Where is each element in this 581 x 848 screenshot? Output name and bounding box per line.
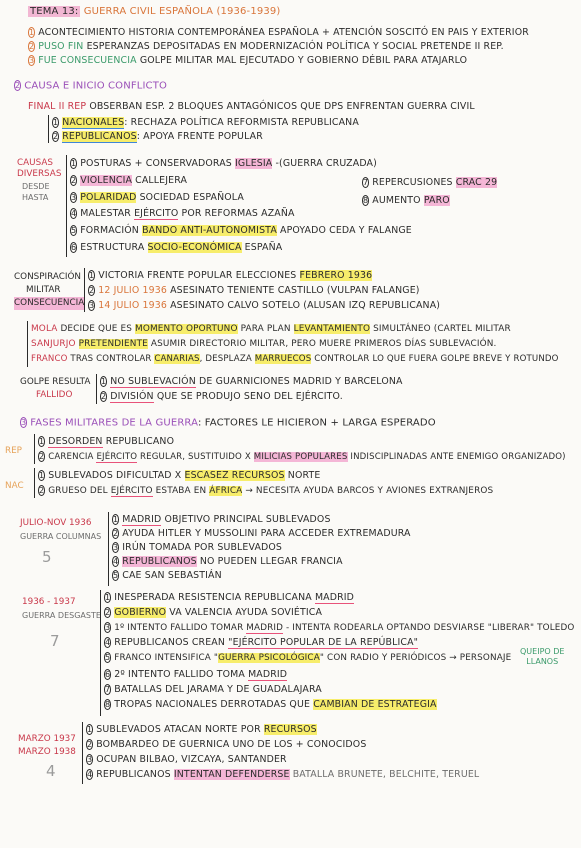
causas-sublabel: DESDE HASTA (22, 182, 50, 202)
final-rep-line: FINAL II REP OBSERBAN ESP. 2 BLOQUES ANTAGÓNICOS QUE DPS ENFRENTAN GUERRA CIVIL (28, 101, 475, 112)
rep-label: REP (5, 446, 22, 456)
golpe-label: GOLPE RESULTA FALLIDO (20, 377, 91, 400)
number-icon: 5 (113, 571, 119, 580)
number-icon: 2 (105, 608, 111, 617)
brace (82, 722, 83, 784)
number-icon: 3 (21, 418, 27, 427)
brace (100, 590, 101, 716)
number-icon: 3 (29, 56, 35, 65)
number-icon: 1 (87, 725, 93, 734)
causa-6: 6 ESTRUCTURA SOCIO-ECONÓMICA ESPAÑA (71, 242, 283, 253)
fase-2-count: 7 (50, 632, 60, 650)
number-icon: 8 (363, 196, 369, 205)
number-icon: 1 (101, 377, 107, 386)
number-icon: 1 (39, 437, 45, 446)
number-icon: 3 (89, 301, 95, 310)
fase-1-item-1: 1 MADRID OBJETIVO PRINCIPAL SUBLEVADOS (113, 514, 331, 525)
fase-1-item-3: 3 IRÚN TOMADA POR SUBLEVADOS (113, 542, 283, 553)
fase-2-item-5: 5 FRANCO INTENSIFICA "GUERRA PSICOLÓGICA" CON RADIO Y PERIÓDICOS → PERSONAJE (105, 653, 512, 663)
number-icon: 1 (39, 471, 45, 480)
number-icon: 2 (101, 392, 107, 401)
number-icon: 3 (87, 755, 93, 764)
brace (66, 155, 67, 257)
fase-1-label: JULIO-NOV 1936 GUERRA COLUMNAS (20, 518, 102, 541)
nac-1: 1 SUBLEVADOS DIFICULTAD X ESCASEZ RECURSOS NORTE (39, 470, 321, 481)
causa-3: 3 POLARIDAD SOCIEDAD ESPAÑOLA (71, 192, 244, 203)
number-icon: 1 (89, 271, 95, 280)
fase-1-count: 5 (42, 548, 52, 566)
number-icon: 2 (39, 486, 45, 495)
number-icon: 7 (105, 685, 111, 694)
conspiracion-label: CONSPIRACIÓN MILITAR CONSECUENCIA (14, 272, 85, 308)
tema-label: TEMA 13: (30, 6, 79, 17)
brace (27, 321, 28, 367)
number-icon: 2 (89, 286, 95, 295)
causa-7: 7 REPERCUSIONES CRAC 29 (363, 177, 498, 188)
number-icon: 2 (39, 452, 45, 461)
rep-2: 2 CARENCIA EJÉRCITO REGULAR, SUSTITUIDO X MILICIAS POPULARES INDISCIPLINADAS ANTE ENEMIGO ORGANIZADO) (39, 452, 566, 462)
number-icon: 2 (53, 132, 59, 141)
number-icon: 3 (113, 543, 119, 552)
number-icon: 5 (105, 653, 111, 662)
fase-3-item-2: 2 BOMBARDEO DE GUERNICA UNO DE LOS + CONOCIDOS (87, 739, 367, 750)
number-icon: 4 (105, 638, 111, 647)
causas-label: CAUSAS DIVERSAS (17, 158, 62, 179)
number-icon: 2 (87, 740, 93, 749)
fase-3-item-1: 1 SUBLEVADOS ATACAN NORTE POR RECURSOS (87, 724, 317, 735)
causa-2: 2 VIOLENCIA CALLEJERA (71, 175, 188, 186)
number-icon: 1 (53, 118, 59, 127)
brace (34, 434, 35, 464)
conspiracion-1: 1 VICTORIA FRENTE POPULAR ELECCIONES FEBRERO 1936 (89, 270, 373, 281)
intro-point-2: 2 PUSO FIN ESPERANZAS DEPOSITADAS EN MODERNIZACIÓN POLÍTICA Y SOCIAL PRETENDE II REP. (29, 41, 504, 52)
golpe-2: 2 DIVISIÓN QUE SE PRODUJO SENO DEL EJÉRCITO. (101, 391, 343, 402)
number-icon: 3 (105, 623, 111, 632)
brace (96, 374, 97, 404)
bloque-1: 1 NACIONALES: RECHAZA POLÍTICA REFORMISTA REPUBLICANA (53, 117, 359, 128)
page-title: GUERRA CIVIL ESPAÑOLA (1936-1939) (83, 6, 281, 17)
fase-3-count: 4 (46, 762, 56, 780)
number-icon: 4 (71, 209, 77, 218)
mola-line: MOLA DECIDE QUE ES MOMENTO OPORTUNO PARA PLAN LEVANTAMIENTO SIMULTÁNEO (CARTEL MILITAR (31, 324, 511, 334)
tema-title-line (28, 6, 280, 18)
fase-2-item-2: 2 GOBIERNO VA VALENCIA AYUDA SOVIÉTICA (105, 607, 323, 618)
number-icon: 7 (363, 178, 369, 187)
number-icon: 1 (71, 159, 77, 168)
golpe-1: 1 NO SUBLEVACIÓN DE GUARNICIONES MADRID Y BARCELONA (101, 376, 403, 387)
queipo-note: QUEIPO DE LLANOS (520, 647, 565, 666)
brace (34, 468, 35, 498)
section-2-heading: 2 CAUSA E INICIO CONFLICTO (15, 80, 167, 92)
fase-2-item-3: 3 1º INTENTO FALLIDO TOMAR MADRID - INTENTA RODEARLA OPTANDO DESVIARSE "LIBERAR" TOLEDO (105, 623, 575, 633)
franco-line: FRANCO TRAS CONTROLAR CANARIAS, DESPLAZA MARRUECOS CONTROLAR LO QUE FUERA GOLPE BREVE Y ROTUNDO (31, 354, 559, 364)
causa-8: 8 AUMENTO PARO (363, 195, 450, 206)
brace (84, 268, 85, 312)
brace (48, 115, 49, 143)
number-icon: 2 (15, 81, 21, 90)
fase-1-item-5: 5 CAE SAN SEBASTIÁN (113, 570, 222, 581)
number-icon: 2 (71, 176, 77, 185)
number-icon: 1 (113, 515, 119, 524)
nac-2: 2 GRUESO DEL EJÉRCITO ESTABA EN ÁFRICA → NECESITA AYUDA BARCOS Y AVIONES EXTRANJEROS (39, 486, 494, 496)
conspiracion-2: 2 12 JULIO 1936 ASESINATO TENIENTE CASTILLO (VULPAN FALANGE) (89, 285, 420, 296)
number-icon: 2 (29, 42, 35, 51)
fase-2-item-8: 8 TROPAS NACIONALES DERROTADAS QUE CAMBIAN DE ESTRATEGIA (105, 699, 437, 710)
sanjurjo-line: SANJURJO PRETENDIENTE ASUMIR DIRECTORIO MILITAR, PERO MUERE PRIMEROS DÍAS SUBLEVACIÓN. (31, 339, 497, 349)
fase-3-item-3: 3 OCUPAN BILBAO, VIZCAYA, SANTANDER (87, 754, 287, 765)
fase-2-label: 1936 - 1937 GUERRA DESGASTE (22, 597, 101, 620)
nac-label: NAC (5, 481, 24, 491)
brace (108, 512, 109, 586)
fase-2-item-7: 7 BATALLAS DEL JARAMA Y DE GUADALAJARA (105, 684, 322, 695)
number-icon: 2 (113, 529, 119, 538)
causa-5: 5 FORMACIÓN BANDO ANTI-AUTONOMISTA APOYADO CEDA Y FALANGE (71, 225, 412, 236)
number-icon: 6 (71, 243, 77, 252)
fase-3-label: MARZO 1937 MARZO 1938 (18, 734, 76, 757)
fase-1-item-4: 4 REPUBLICANOS NO PUEDEN LLEGAR FRANCIA (113, 556, 343, 567)
number-icon: 4 (87, 770, 93, 779)
fase-2-item-6: 6 2º INTENTO FALLIDO TOMA MADRID (105, 669, 288, 680)
bloque-2: 2 REPUBLICANOS: APOYA FRENTE POPULAR (53, 131, 263, 142)
section-3-heading: 3 FASES MILITARES DE LA GUERRA: FACTORES LE HICIERON + LARGA ESPERADO (21, 417, 436, 429)
intro-point-3: 3 FUE CONSECUENCIA GOLPE MILITAR MAL EJECUTADO Y GOBIERNO DÉBIL PARA ATAJARLO (29, 55, 468, 66)
number-icon: 8 (105, 700, 111, 709)
number-icon: 1 (29, 28, 35, 37)
fase-2-item-4: 4 REPUBLICANOS CREAN "EJÉRCITO POPULAR DE LA REPÚBLICA" (105, 637, 419, 648)
rep-1: 1 DESORDEN REPUBLICANO (39, 436, 175, 447)
fase-2-item-1: 1 INESPERADA RESISTENCIA REPUBLICANA MADRID (105, 592, 355, 603)
intro-point-1: 1 ACONTECIMIENTO HISTORIA CONTEMPORÁNEA ESPAÑOLA + ATENCIÓN SOSCITÓ EN PAIS Y EXTERIOR (29, 27, 529, 38)
causa-1: 1 POSTURAS + CONSERVADORAS IGLESIA -(GUERRA CRUZADA) (71, 158, 377, 169)
number-icon: 5 (71, 226, 77, 235)
number-icon: 3 (71, 193, 77, 202)
fase-1-item-2: 2 AYUDA HITLER Y MUSSOLINI PARA ACCEDER EXTREMADURA (113, 528, 411, 539)
conspiracion-3: 3 14 JULIO 1936 ASESINATO CALVO SOTELO (ALUSAN IZQ REPUBLICANA) (89, 300, 441, 311)
number-icon: 1 (105, 593, 111, 602)
number-icon: 6 (105, 670, 111, 679)
causa-4: 4 MALESTAR EJÉRCITO POR REFORMAS AZAÑA (71, 208, 295, 219)
number-icon: 4 (113, 557, 119, 566)
fase-3-item-4: 4 REPUBLICANOS INTENTAN DEFENDERSE BATALLA BRUNETE, BELCHITE, TERUEL (87, 769, 480, 780)
